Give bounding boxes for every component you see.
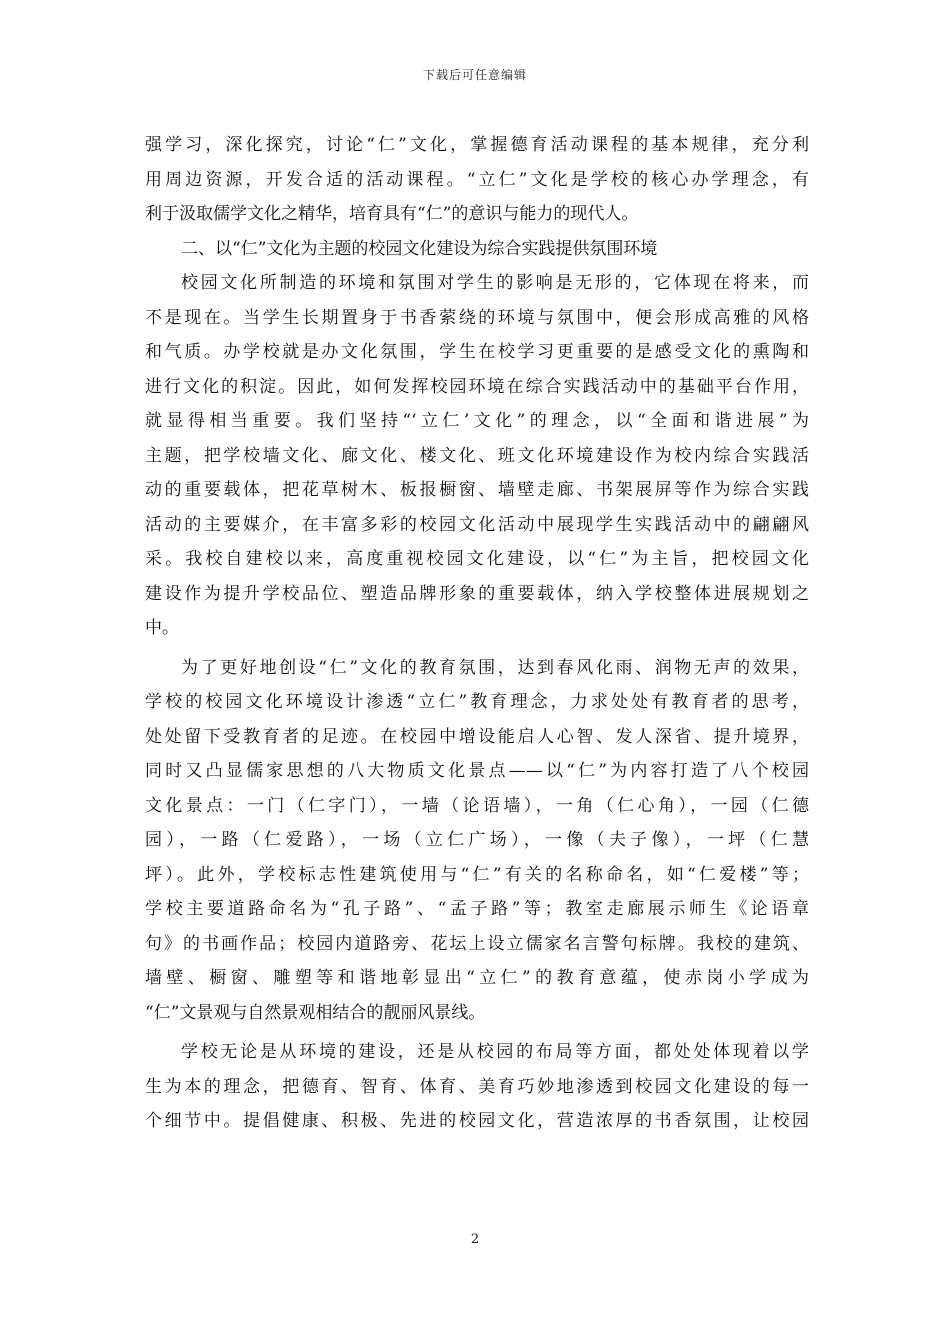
- text-line: 中。: [145, 618, 179, 638]
- section-heading: [145, 232, 809, 267]
- text-line: 学校的校园文化环境设计渗透“立仁”教育理念，力求处处有教育者的思考，: [145, 692, 809, 712]
- text-line: 动的重要载体，把花草树木、板报橱窗、墙壁走廊、书架展屏等作为综合实践: [145, 480, 809, 500]
- text-line: 个细节中。提倡健康、积极、先进的校园文化，营造浓厚的书香氛围，让校园: [145, 1111, 809, 1131]
- text-line: 处处留下受教育者的足迹。在校园中增设能启人心智、发人深省、提升境界，: [145, 726, 809, 747]
- text-line: 为了更好地创设“仁”文化的教育氛围，达到春风化雨、润物无声的效果，: [181, 657, 809, 678]
- paragraph: [145, 1035, 809, 1139]
- paragraph: [145, 128, 809, 232]
- text-line: 就显得相当重要。我们坚持“‘立仁’文化”的理念，以“全面和谐进展”为: [145, 411, 809, 431]
- text-line: 学校主要道路命名为“孔子路”、“孟子路”等；教室走廊展示师生《论语章: [145, 899, 809, 919]
- text-line: 园），一路（仁爱路），一场（立仁广场），一像（夫子像），一坪（仁慧: [145, 830, 809, 850]
- text-line: 活动的主要媒介，在丰富多彩的校园文化活动中展现学生实践活动中的翩翩风: [145, 514, 809, 535]
- text-line: 采。我校自建校以来，高度重视校园文化建设，以“仁”为主旨，把校园文化: [145, 549, 809, 569]
- text-line: 校园文化所制造的环境和氛围对学生的影响是无形的，它体现在将来，而: [181, 273, 809, 293]
- text-line: 不是现在。当学生长期置身于书香萦绕的环境与氛围中，便会形成高雅的风格: [145, 307, 809, 328]
- text-line: 墙壁、橱窗、雕塑等和谐地彰显出“立仁”的教育意蕴，使赤岗小学成为: [145, 968, 809, 988]
- paragraph: [145, 266, 809, 646]
- page-header: 下载后可任意编辑: [422, 68, 527, 82]
- text-line: 文化景点：一门（仁字门），一墙（论语墙），一角（仁心角），一园（仁德: [145, 795, 809, 816]
- text-line: 建设作为提升学校品位、塑造品牌形象的重要载体，纳入学校整体进展规划之: [145, 583, 809, 604]
- text-line: 句》的书画作品；校园内道路旁、花坛上设立儒家名言警句标牌。我校的建筑、: [145, 933, 809, 954]
- text-line: 用周边资源，开发合适的活动课程。“立仁”文化是学校的核心办学理念，有: [145, 169, 809, 190]
- text-line: “仁”文景观与自然景观相结合的靓丽风景线。: [145, 1002, 486, 1023]
- paragraph: [145, 651, 809, 1031]
- text-line: 同时又凸显儒家思想的八大物质文化景点——以“仁”为内容打造了八个校园: [145, 761, 809, 781]
- text-line: 主题，把学校墙文化、廊文化、楼文化、班文化环境建设作为校内综合实践活: [145, 445, 809, 466]
- text-line: 二、以“仁”文化为主题的校园文化建设为综合实践提供氛围环境: [181, 238, 658, 259]
- text-line: 强学习，深化探究，讨论“仁”文化，掌握德育活动课程的基本规律，充分利: [145, 135, 809, 155]
- text-line: 生为本的理念，把德育、智育、体育、美育巧妙地渗透到校园文化建设的每一: [145, 1076, 809, 1097]
- text-line: 坪）。此外，学校标志性建筑使用与“仁”有关的名称命名，如“仁爱楼”等；: [145, 864, 809, 885]
- text-line: 学校无论是从环境的建设，还是从校园的布局等方面，都处处体现着以学: [181, 1042, 809, 1062]
- text-line: 利于汲取儒学文化之精华，培育具有“仁”的意识与能力的现代人。: [145, 204, 639, 224]
- page-number: 2: [470, 1232, 480, 1247]
- text-line: 进行文化的积淀。因此，如何发挥校园环境在综合实践活动中的基础平台作用，: [145, 376, 809, 397]
- document-body: [145, 128, 809, 1139]
- text-line: 和气质。办学校就是办文化氛围，学生在校学习更重要的是感受文化的熏陶和: [145, 342, 809, 362]
